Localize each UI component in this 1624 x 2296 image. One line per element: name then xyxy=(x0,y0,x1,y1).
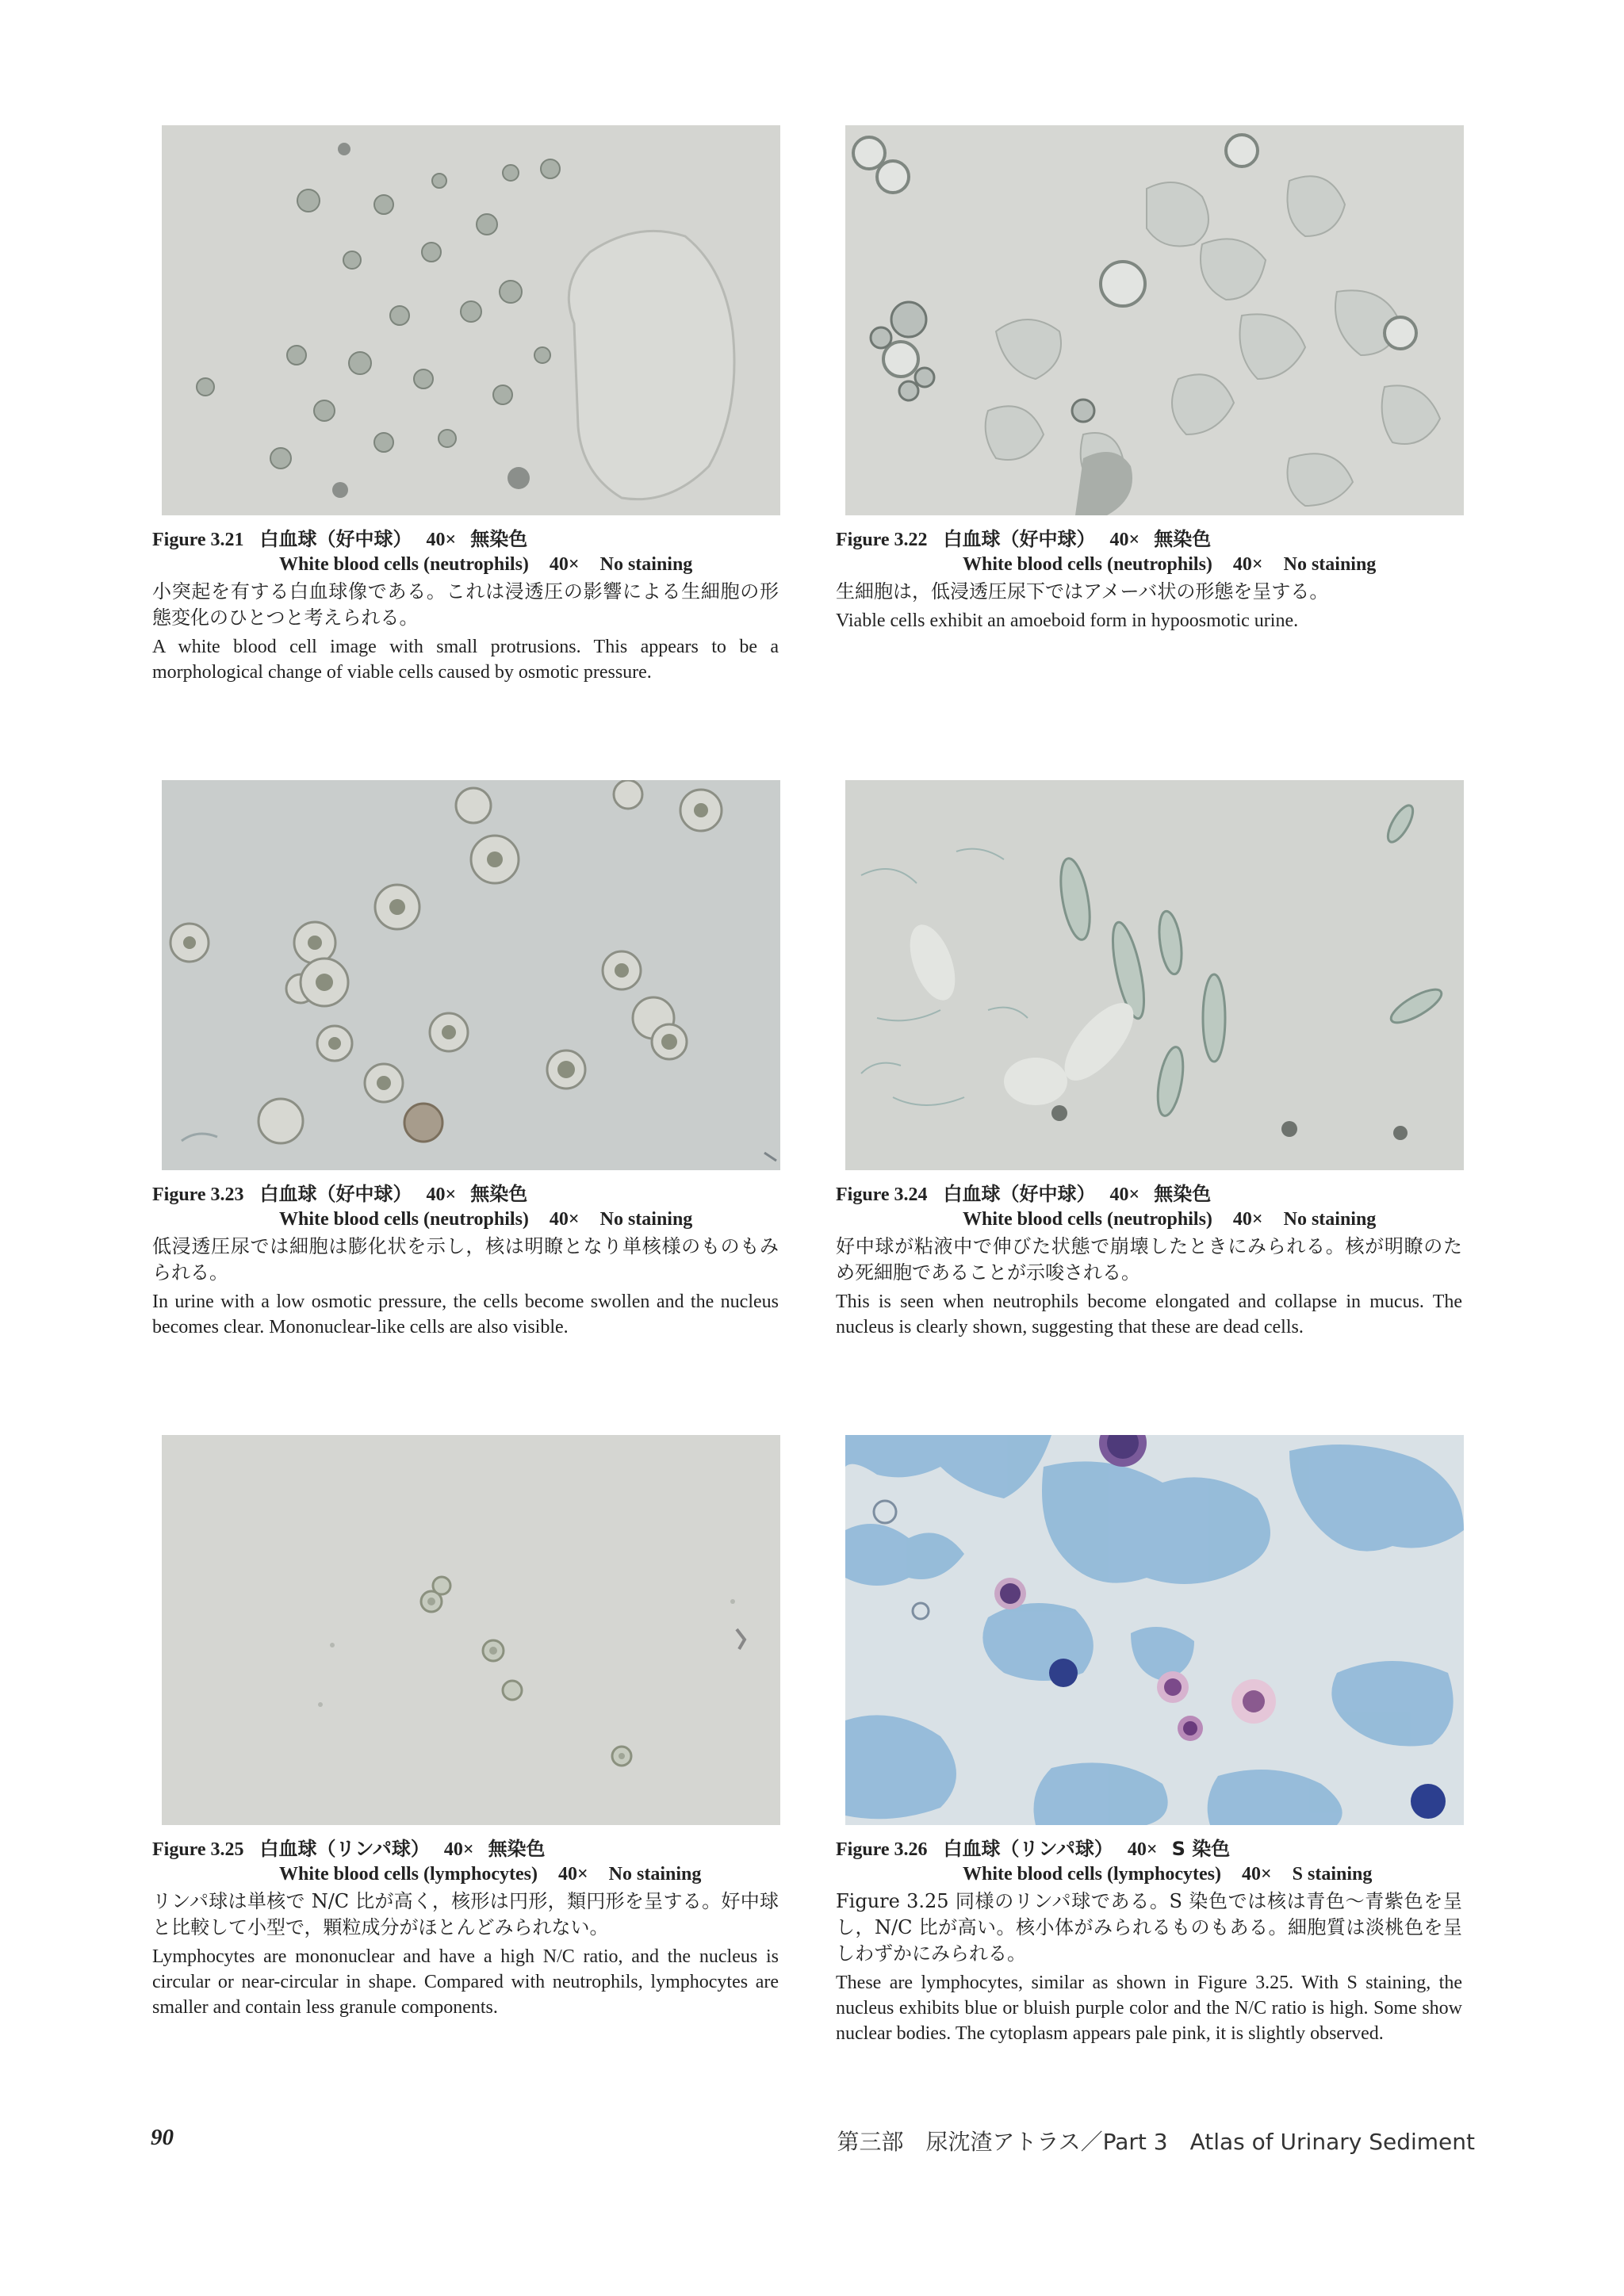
title-jp: 白血球（好中球） xyxy=(259,528,412,550)
figure-3-24 xyxy=(836,780,1462,1340)
stain-jp: S 染色 xyxy=(1171,1838,1231,1860)
magnification-en: 40× xyxy=(1232,1209,1263,1230)
caption-subheading xyxy=(963,1864,1462,1885)
stain-jp: 無染色 xyxy=(470,1183,528,1205)
description-en: Lymphocytes are mononuclear and have a high N/C ratio, and the nucleus is circular or near-circular in shape. Compared with neutrophils, lymphocytes are smaller and contain less granule components. xyxy=(152,1946,779,2018)
magnification: 40× xyxy=(1109,1184,1140,1205)
description-en: A white blood cell image with small protrusions. This appears to be a morphological change of viable cells caused by osmotic pressure. xyxy=(152,637,779,683)
micrograph-lymphocytes-s-stain xyxy=(845,1435,1464,1825)
caption-subheading xyxy=(963,554,1462,576)
magnification: 40× xyxy=(443,1839,474,1860)
stain-jp: 無染色 xyxy=(1154,528,1212,550)
description-jp: リンパ球は単核で N/C 比が高く，核形は円形，類円形を呈する。好中球と比較して小型で，顆粒成分がほとんどみられない。 xyxy=(152,1890,779,1938)
stain-en: No staining xyxy=(599,1209,693,1230)
figure-3-23 xyxy=(152,780,779,1340)
caption-heading xyxy=(836,1178,1462,1206)
magnification-en: 40× xyxy=(557,1864,588,1885)
stain-en: No staining xyxy=(599,554,693,575)
title-en: White blood cells (lymphocytes) xyxy=(963,1864,1221,1885)
magnification-en: 40× xyxy=(549,554,580,575)
title-en: White blood cells (neutrophils) xyxy=(963,1209,1212,1230)
caption-heading xyxy=(152,1833,779,1861)
page-number: 90 xyxy=(151,2125,174,2150)
magnification: 40× xyxy=(426,530,457,550)
description-jp: 小突起を有する白血球像である。これは浸透圧の影響による生細胞の形態変化のひとつと考えられる。 xyxy=(152,580,779,629)
micrograph-neutrophils-mucus xyxy=(845,780,1464,1170)
figure-3-21 xyxy=(152,125,779,685)
figure-3-25 xyxy=(152,1435,779,2020)
magnification-en: 40× xyxy=(1232,554,1263,575)
stain-en: No staining xyxy=(1283,1209,1377,1230)
micrograph-neutrophils-swollen xyxy=(162,780,780,1170)
description-en: In urine with a low osmotic pressure, the cells become swollen and the nucleus becomes clear. Mononuclear-like cells are also visible. xyxy=(152,1292,779,1337)
title-jp: 白血球（好中球） xyxy=(943,528,1096,550)
magnification-en: 40× xyxy=(1241,1864,1272,1885)
figure-3-26 xyxy=(836,1435,1462,2046)
description-jp: 生細胞は，低浸透圧尿下ではアメーバ状の形態を呈する。 xyxy=(836,580,1329,603)
description-en: Viable cells exhibit an amoeboid form in hypoosmotic urine. xyxy=(836,610,1299,631)
description-jp: 好中球が粘液中で伸びた状態で崩壊したときにみられる。核が明瞭のため死細胞であることが示唆される。 xyxy=(836,1235,1462,1284)
figure-number: Figure 3.22 xyxy=(836,530,928,550)
title-jp: 白血球（リンパ球） xyxy=(259,1838,430,1860)
description-en: This is seen when neutrophils become elongated and collapse in mucus. The nucleus is clearly shown, suggesting that these are dead cells. xyxy=(836,1292,1462,1337)
caption-subheading xyxy=(279,554,779,576)
micrograph-neutrophils-protrusions xyxy=(162,125,780,515)
magnification: 40× xyxy=(1109,530,1140,550)
caption-subheading xyxy=(279,1209,779,1230)
figure-number: Figure 3.21 xyxy=(152,530,244,550)
micrograph-neutrophils-amoeboid xyxy=(845,125,1464,515)
magnification: 40× xyxy=(426,1184,457,1205)
caption-heading xyxy=(152,1178,779,1206)
magnification: 40× xyxy=(1127,1839,1158,1860)
figure-number: Figure 3.25 xyxy=(152,1839,244,1860)
caption-heading xyxy=(152,523,779,551)
title-en: White blood cells (neutrophils) xyxy=(279,554,529,575)
stain-en: No staining xyxy=(1283,554,1377,575)
title-jp: 白血球（好中球） xyxy=(259,1183,412,1205)
micrograph-lymphocytes-unstained xyxy=(162,1435,780,1825)
magnification-en: 40× xyxy=(549,1209,580,1230)
stain-jp: 無染色 xyxy=(1154,1183,1212,1205)
figure-number: Figure 3.26 xyxy=(836,1839,928,1860)
running-title: 第三部 尿沈渣アトラス／Part 3 Atlas of Urinary Sediment xyxy=(837,2129,1475,2155)
description-en: These are lymphocytes, similar as shown in Figure 3.25. With S staining, the nucleus exhibits blue or bluish purple color and the N/C ratio is high. Some show nuclear bodies. The cytoplasm appears pale pink, it is slightly observed. xyxy=(836,1973,1462,2044)
caption-heading xyxy=(836,1833,1462,1861)
title-en: White blood cells (neutrophils) xyxy=(279,1209,529,1230)
stain-jp: 無染色 xyxy=(488,1838,546,1860)
stain-jp: 無染色 xyxy=(470,528,528,550)
description-jp: Figure 3.25 同様のリンパ球である。S 染色では核は青色～青紫色を呈し，N/C 比が高い。核小体がみられるものもある。細胞質は淡桃色を呈しわずかにみられる。 xyxy=(836,1890,1462,1965)
caption-subheading xyxy=(963,1209,1462,1230)
title-en: White blood cells (neutrophils) xyxy=(963,554,1212,575)
description-jp: 低浸透圧尿では細胞は膨化状を示し，核は明瞭となり単核様のものもみられる。 xyxy=(152,1235,779,1284)
figure-number: Figure 3.23 xyxy=(152,1184,244,1205)
title-jp: 白血球（リンパ球） xyxy=(943,1838,1113,1860)
figure-3-22 xyxy=(836,125,1462,633)
stain-en: S staining xyxy=(1292,1864,1373,1885)
caption-heading xyxy=(836,523,1462,551)
caption-subheading xyxy=(279,1864,779,1885)
title-jp: 白血球（好中球） xyxy=(943,1183,1096,1205)
stain-en: No staining xyxy=(608,1864,702,1885)
title-en: White blood cells (lymphocytes) xyxy=(279,1864,538,1885)
figure-number: Figure 3.24 xyxy=(836,1184,928,1205)
